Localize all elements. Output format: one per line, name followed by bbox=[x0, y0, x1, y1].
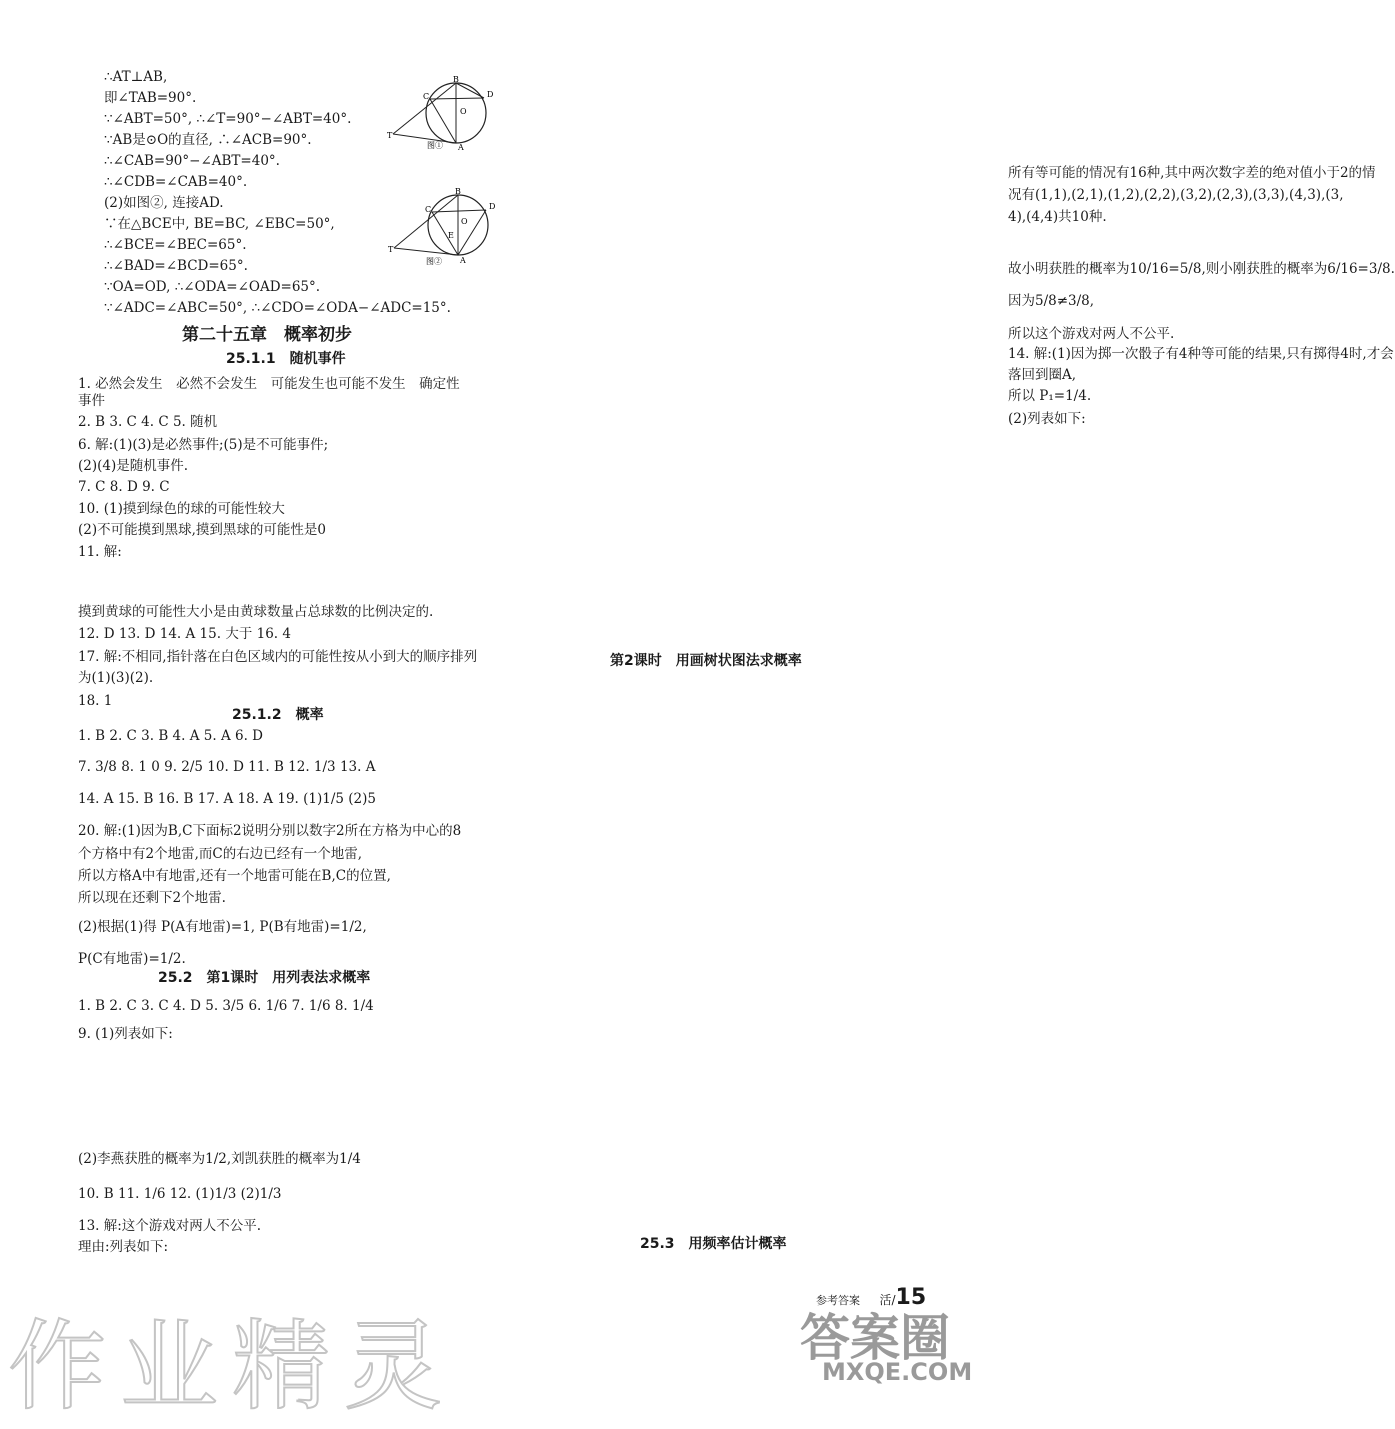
text-line: (2)李燕获胜的概率为1/2,刘凯获胜的概率为1/4 bbox=[78, 1151, 361, 1167]
text-line: 20. 解:(1)因为B,C下面标2说明分别以数字2所在方格为中心的8 bbox=[78, 823, 462, 839]
svg-text:图①: 图① bbox=[427, 141, 443, 150]
svg-text:B: B bbox=[455, 187, 461, 196]
svg-text:T: T bbox=[388, 245, 394, 254]
text-line: ∵AB是⊙O的直径, ∴∠ACB=90°. bbox=[104, 132, 312, 148]
text-line: 7. 3/8 8. 1 0 9. 2/5 10. D 11. B 12. 1/3 13. A bbox=[78, 759, 376, 775]
text-line: (2)列表如下: bbox=[1008, 411, 1086, 427]
text-line: 为(1)(3)(2). bbox=[78, 670, 154, 686]
text-line: 所以 P₁=1/4. bbox=[1008, 388, 1092, 404]
svg-text:E: E bbox=[448, 231, 454, 240]
watermark-left: 作业精灵 bbox=[8, 1310, 457, 1424]
text-line: 况有(1,1),(2,1),(1,2),(2,2),(3,2),(2,3),(3,3),(4,3),(3, bbox=[1008, 187, 1344, 203]
text-line: 落回到圈A, bbox=[1008, 367, 1077, 383]
text-line: ∵OA=OD, ∴∠ODA=∠OAD=65°. bbox=[104, 279, 321, 295]
watermark-right: 答案圈 bbox=[800, 1309, 950, 1367]
text-line: 14. 解:(1)因为掷一次骰子有4种等可能的结果,只有掷得4时,才会 bbox=[1008, 346, 1394, 362]
text-line: 故小明获胜的概率为10/16=5/8,则小刚获胜的概率为6/16=3/8. bbox=[1008, 261, 1395, 277]
text-line: (2)(4)是随机事件. bbox=[78, 458, 189, 474]
text-line: P(C有地雷)=1/2. bbox=[78, 951, 186, 967]
text-line: 2. B 3. C 4. C 5. 随机 bbox=[78, 414, 218, 430]
text-line: (2)根据(1)得 P(A有地雷)=1, P(B有地雷)=1/2, bbox=[78, 919, 367, 935]
text-line: ∴∠CAB=90°−∠ABT=40°. bbox=[104, 153, 280, 169]
svg-text:A: A bbox=[458, 143, 464, 152]
svg-text:C: C bbox=[423, 92, 430, 101]
chapter-title: 第二十五章 概率初步 bbox=[182, 325, 352, 345]
svg-text:B: B bbox=[453, 75, 459, 84]
text-line: 9. (1)列表如下: bbox=[78, 1026, 173, 1042]
text-line: (2)如图②, 连接AD. bbox=[104, 195, 224, 211]
text-line: 所以现在还剩下2个地雷. bbox=[78, 890, 226, 906]
text-line: 摸到黄球的可能性大小是由黄球数量占总球数的比例决定的. bbox=[78, 604, 434, 620]
section-heading-lesson-2: 第2课时 用画树状图法求概率 bbox=[610, 653, 802, 669]
section-heading-25-1-1: 25.1.1 随机事件 bbox=[226, 351, 346, 367]
text-line: (2)不可能摸到黑球,摸到黑球的可能性是0 bbox=[78, 522, 327, 538]
text-line: ∴AT⊥AB, bbox=[104, 69, 168, 85]
text-line: ∴∠BAD=∠BCD=65°. bbox=[104, 258, 248, 274]
text-line: 12. D 13. D 14. A 15. 大于 16. 4 bbox=[78, 626, 291, 642]
text-line: 所有等可能的情况有16种,其中两次数字差的绝对值小于2的情 bbox=[1008, 165, 1376, 181]
text-line: 1. 必然会发生 必然不会发生 可能发生也可能不发生 确定性 bbox=[78, 376, 460, 392]
text-line: 即∠TAB=90°. bbox=[104, 90, 197, 106]
svg-text:图②: 图② bbox=[426, 257, 442, 266]
text-line: ∴∠CDB=∠CAB=40°. bbox=[104, 174, 248, 190]
matching-diagram bbox=[190, 548, 360, 596]
text-line: ∵∠ABT=50°, ∴∠T=90°−∠ABT=40°. bbox=[104, 111, 352, 127]
section-heading-25-3: 25.3 用频率估计概率 bbox=[640, 1236, 787, 1252]
svg-text:D: D bbox=[489, 202, 496, 211]
text-line: 11. 解: bbox=[78, 544, 122, 560]
text-line: 个方格中有2个地雷,而C的右边已经有一个地雷, bbox=[78, 846, 363, 862]
circle-figure-1 bbox=[383, 75, 495, 152]
svg-text:O: O bbox=[461, 217, 468, 226]
text-line: 17. 解:不相同,指针落在白色区域内的可能性按从小到大的顺序排列 bbox=[78, 649, 478, 665]
text-line: 18. 1 bbox=[78, 693, 113, 709]
page-number: 15 bbox=[895, 1285, 927, 1310]
text-line: 7. C 8. D 9. C bbox=[78, 479, 170, 495]
svg-text:A: A bbox=[460, 256, 466, 265]
svg-text:T: T bbox=[387, 131, 393, 140]
text-line: 14. A 15. B 16. B 17. A 18. A 19. (1)1/5 (2)5 bbox=[78, 791, 376, 807]
text-line: ∵∠ADC=∠ABC=50°, ∴∠CDO=∠ODA−∠ADC=15°. bbox=[104, 300, 451, 316]
tree-diagram-11 bbox=[556, 760, 846, 806]
text-line: 事件 bbox=[78, 393, 105, 409]
text-line: 10. B 11. 1/6 12. (1)1/3 (2)1/3 bbox=[78, 1186, 282, 1202]
text-line: ∴∠BCE=∠BEC=65°. bbox=[104, 237, 247, 253]
section-heading-25-2: 25.2 第1课时 用列表法求概率 bbox=[158, 970, 371, 986]
text-line: 1. B 2. C 3. B 4. A 5. A 6. D bbox=[78, 728, 263, 744]
text-line: 10. (1)摸到绿色的球的可能性较大 bbox=[78, 501, 285, 517]
svg-text:C: C bbox=[425, 205, 432, 214]
text-line: 1. B 2. C 3. C 4. D 5. 3/5 6. 1/6 7. 1/6 8. 1/4 bbox=[78, 998, 374, 1014]
circle-figure-2 bbox=[388, 187, 500, 268]
section-heading-25-1-2: 25.1.2 概率 bbox=[232, 707, 324, 723]
watermark-url: MXQE.COM bbox=[822, 1358, 973, 1386]
footer-label: 参考答案 bbox=[816, 1294, 860, 1307]
text-line: 理由:列表如下: bbox=[78, 1239, 169, 1255]
text-line: 4),(4,4)共10种. bbox=[1008, 209, 1107, 225]
svg-text:O: O bbox=[460, 107, 467, 116]
text-line: 所以这个游戏对两人不公平. bbox=[1008, 326, 1175, 342]
svg-text:D: D bbox=[487, 90, 494, 99]
text-line: 6. 解:(1)(3)是必然事件;(5)是不可能事件; bbox=[78, 437, 329, 453]
text-line: 所以方格A中有地雷,还有一个地雷可能在B,C的位置, bbox=[78, 868, 391, 884]
text-line: 13. 解:这个游戏对两人不公平. bbox=[78, 1218, 262, 1234]
text-line: 因为5/8≠3/8, bbox=[1008, 293, 1095, 309]
footer-prefix: 活/ bbox=[879, 1293, 896, 1307]
tree-diagram-14 bbox=[556, 1088, 816, 1146]
text-line: ∵在△BCE中, BE=BC, ∠EBC=50°, bbox=[104, 216, 335, 232]
